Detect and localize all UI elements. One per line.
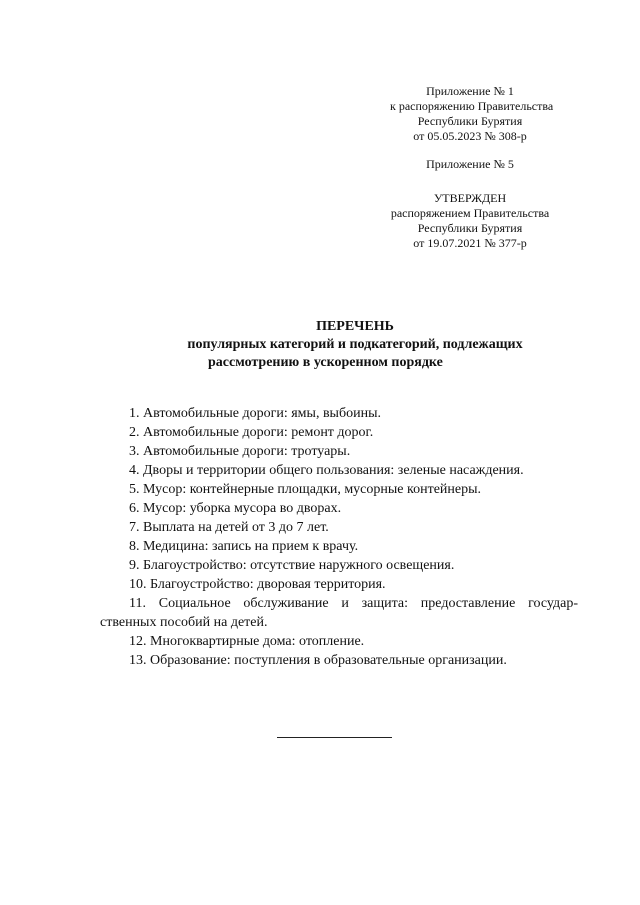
approved-label: УТВЕРЖДЕН [433, 191, 507, 205]
list-item: 1. Автомобильные дороги: ямы, выбоины. [129, 406, 381, 421]
approved-date: от 19.07.2021 № 377-р [413, 236, 527, 250]
title-subheading-line-1: популярных категорий и подкатегорий, подлежащих [187, 337, 523, 352]
annex-1-authority: Республики Бурятия [417, 114, 523, 128]
list-item: 10. Благоустройство: дворовая территория. [129, 577, 386, 592]
approval-stamp-block [390, 191, 550, 251]
list-item: 11. Социальное обслуживание и защита: предоставление государ-ственных пособий на детей. [100, 596, 578, 630]
list-item: 13. Образование: поступления в образовательные организации. [129, 653, 507, 668]
list-item: 9. Благоустройство: отсутствие наружного освещения. [129, 558, 455, 573]
list-item: 8. Медицина: запись на прием к врачу. [129, 539, 359, 554]
annex-5-title: Приложение № 5 [426, 157, 514, 171]
end-divider [277, 737, 392, 738]
list-item: 6. Мусор: уборка мусора во дворах. [129, 501, 342, 516]
category-list [100, 404, 578, 670]
approved-authority: Республики Бурятия [417, 221, 523, 235]
annex-1-title: Приложение № 1 [426, 84, 514, 98]
annex-1-header [390, 84, 554, 144]
list-item: 7. Выплата на детей от 3 до 7 лет. [129, 520, 329, 535]
approved-by: распоряжением Правительства [390, 206, 550, 220]
list-item: 2. Автомобильные дороги: ремонт дорог. [129, 425, 374, 440]
annex-1-ref: к распоряжению Правительства [390, 99, 554, 113]
annex-5-header [390, 157, 550, 172]
document-title [100, 318, 610, 372]
list-item: 3. Автомобильные дороги: тротуары. [129, 444, 351, 459]
list-item: 5. Мусор: контейнерные площадки, мусорные контейнеры. [129, 482, 482, 497]
title-heading: ПЕРЕЧЕНЬ [316, 319, 394, 334]
list-item: 12. Многоквартирные дома: отопление. [129, 634, 365, 649]
annex-1-date: от 05.05.2023 № 308-р [413, 129, 527, 143]
list-item: 4. Дворы и территории общего пользования: зеленые насаждения. [129, 463, 524, 478]
title-subheading-line-2: рассмотрению в ускоренном порядке [208, 355, 443, 370]
